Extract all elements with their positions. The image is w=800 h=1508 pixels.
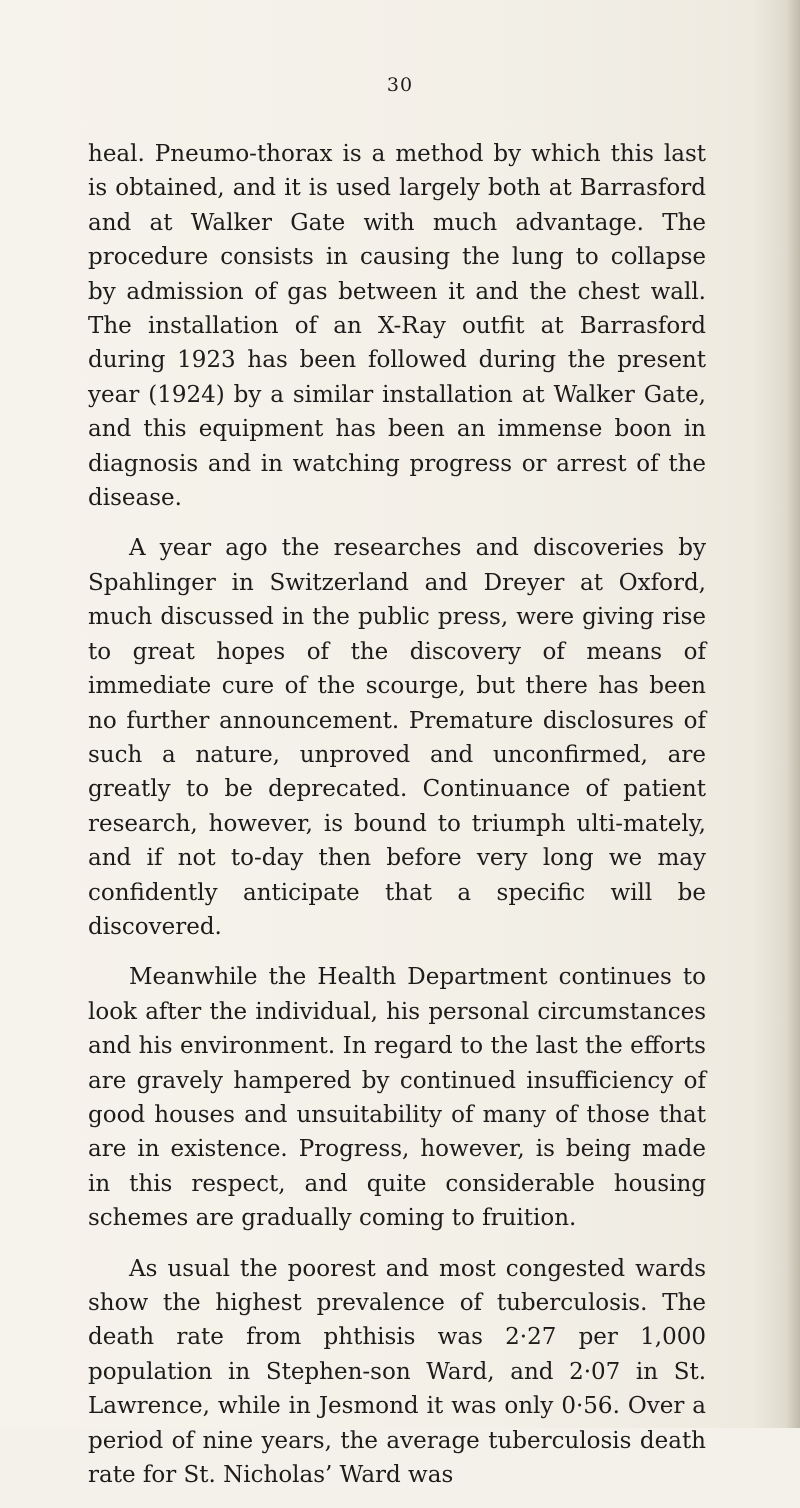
paragraph-2: A year ago the researches and discoveries by Spahlinger in Switzerland and Dreyer at Oxford, much discussed in the public press, were giving rise to great hopes of the discovery of means of immediate cure of the scourge, but there has been no further announcement. Premature disclosures of such a nature, unproved and unconfirmed, are greatly to be deprecated. Continuance of patient research, however, is bound to triumph ulti-mately, and if not to-day then before very long we may confidently anticipate that a specific will be discovered. bbox=[88, 535, 706, 940]
paragraph-3: Meanwhile the Health Department continues to look after the individual, his personal circumstances and his environment. In regard to the last the efforts are gravely hampered by continued insufficiency of good houses and unsuitability of many of those that are in existence. Progress, however, is being made in this respect, and quite considerable housing schemes are gradually coming to fruition. bbox=[88, 964, 706, 1232]
page-edge-shadow bbox=[786, 0, 800, 1428]
body-text bbox=[88, 137, 706, 1508]
paragraph-1: heal. Pneumo-thorax is a method by which this last is obtained, and it is used largely both at Barrasford and at Walker Gate with much advantage. The procedure consists in causing the lung to collapse by admission of gas between it and the chest wall. The installation of an X-Ray outfit at Barrasford during 1923 has been followed during the present year (1924) by a similar installation at Walker Gate, and this equipment has been an immense boon in diagnosis and in watching progress or arrest of the disease. bbox=[88, 141, 706, 512]
paragraph-4: As usual the poorest and most congested wards show the highest prevalence of tuberculosis. The death rate from phthisis was 2·27 per 1,000 population in Stephen-son Ward, and 2·07 in St. Lawrence, while in Jesmond it was only 0·56. Over a period of nine years, the average tuberculosis death rate for St. Nicholas’ Ward was bbox=[88, 1255, 706, 1489]
page-number: 30 bbox=[386, 74, 414, 96]
